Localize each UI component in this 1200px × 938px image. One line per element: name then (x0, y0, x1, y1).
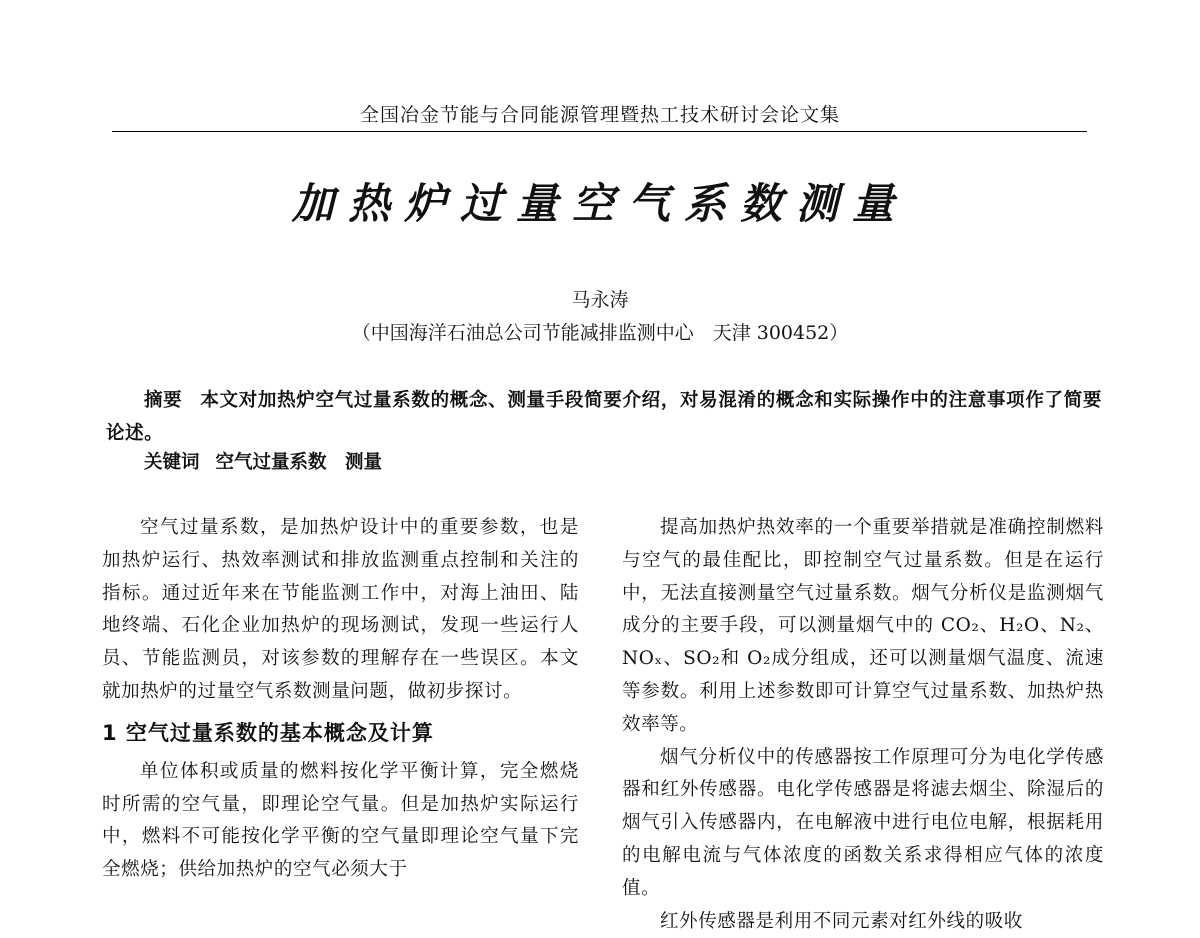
body-paragraph: 红外传感器是利用不同元素对红外线的吸收 (660, 910, 1023, 932)
intro-paragraph: 空气过量系数，是加热炉设计中的重要参数，也是加热炉运行、热效率测试和排放监测重点控制和关注的指标。通过近年来在节能监测工作中，对海上油田、陆地终端、石化企业加热炉的现场测试，发现一些运行人员、节能监测员，对该参数的理解存在一些误区。本文就加热炉的过量空气系数测量问题，做初步探讨。 (102, 517, 579, 702)
author-affiliation: （中国海洋石油总公司节能减排监测中心 天津 300452） (351, 322, 849, 344)
left-column (102, 512, 579, 887)
body-paragraph: 单位体积或质量的燃料按化学平衡计算，完全燃烧时所需的空气量，即理论空气量。但是加热炉实际运行中，燃料不可能按化学平衡的空气量即理论空气量下完全燃烧；供给加热炉的空气必须大于 (102, 760, 579, 881)
keywords-text: 空气过量系数 测量 (215, 452, 383, 473)
keywords-label: 关键词 (144, 452, 200, 473)
body-paragraph: 提高加热炉热效率的一个重要举措就是准确控制燃料与空气的最佳配比，即控制空气过量系数。但是在运行中，无法直接测量空气过量系数。烟气分析仪是监测烟气成分的主要手段，可以测量烟气中的 CO₂、H₂O、N₂、NOₓ、SO₂和 O₂成分组成，还可以测量烟气温度、流速等参数。利用上述参数即可计算空气过量系数、加热炉热效率等。 (622, 517, 1104, 735)
body-paragraph: 烟气分析仪中的传感器按工作原理可分为电化学传感器和红外传感器。电化学传感器是将滤去烟尘、除湿后的烟气引入传感器内，在电解液中进行电位电解，根据耗用的电解电流与气体浓度的函数关系求得相应气体的浓度值。 (622, 746, 1104, 899)
header-rule (112, 131, 1087, 132)
author-name: 马永涛 (571, 289, 629, 311)
right-column (622, 512, 1104, 938)
running-header: 全国冶金节能与合同能源管理暨热工技术研讨会论文集 (359, 104, 840, 126)
abstract-text: 本文对加热炉空气过量系数的概念、测量手段简要介绍，对易混淆的概念和实际操作中的注意事项作了简要论述。 (106, 390, 1102, 444)
keywords (144, 451, 1044, 475)
abstract (106, 384, 1102, 450)
abstract-label: 摘要 (144, 390, 183, 411)
paper-title: 加热炉过量空气系数测量 (291, 179, 908, 228)
section-heading: 1 空气过量系数的基本概念及计算 (102, 720, 434, 745)
